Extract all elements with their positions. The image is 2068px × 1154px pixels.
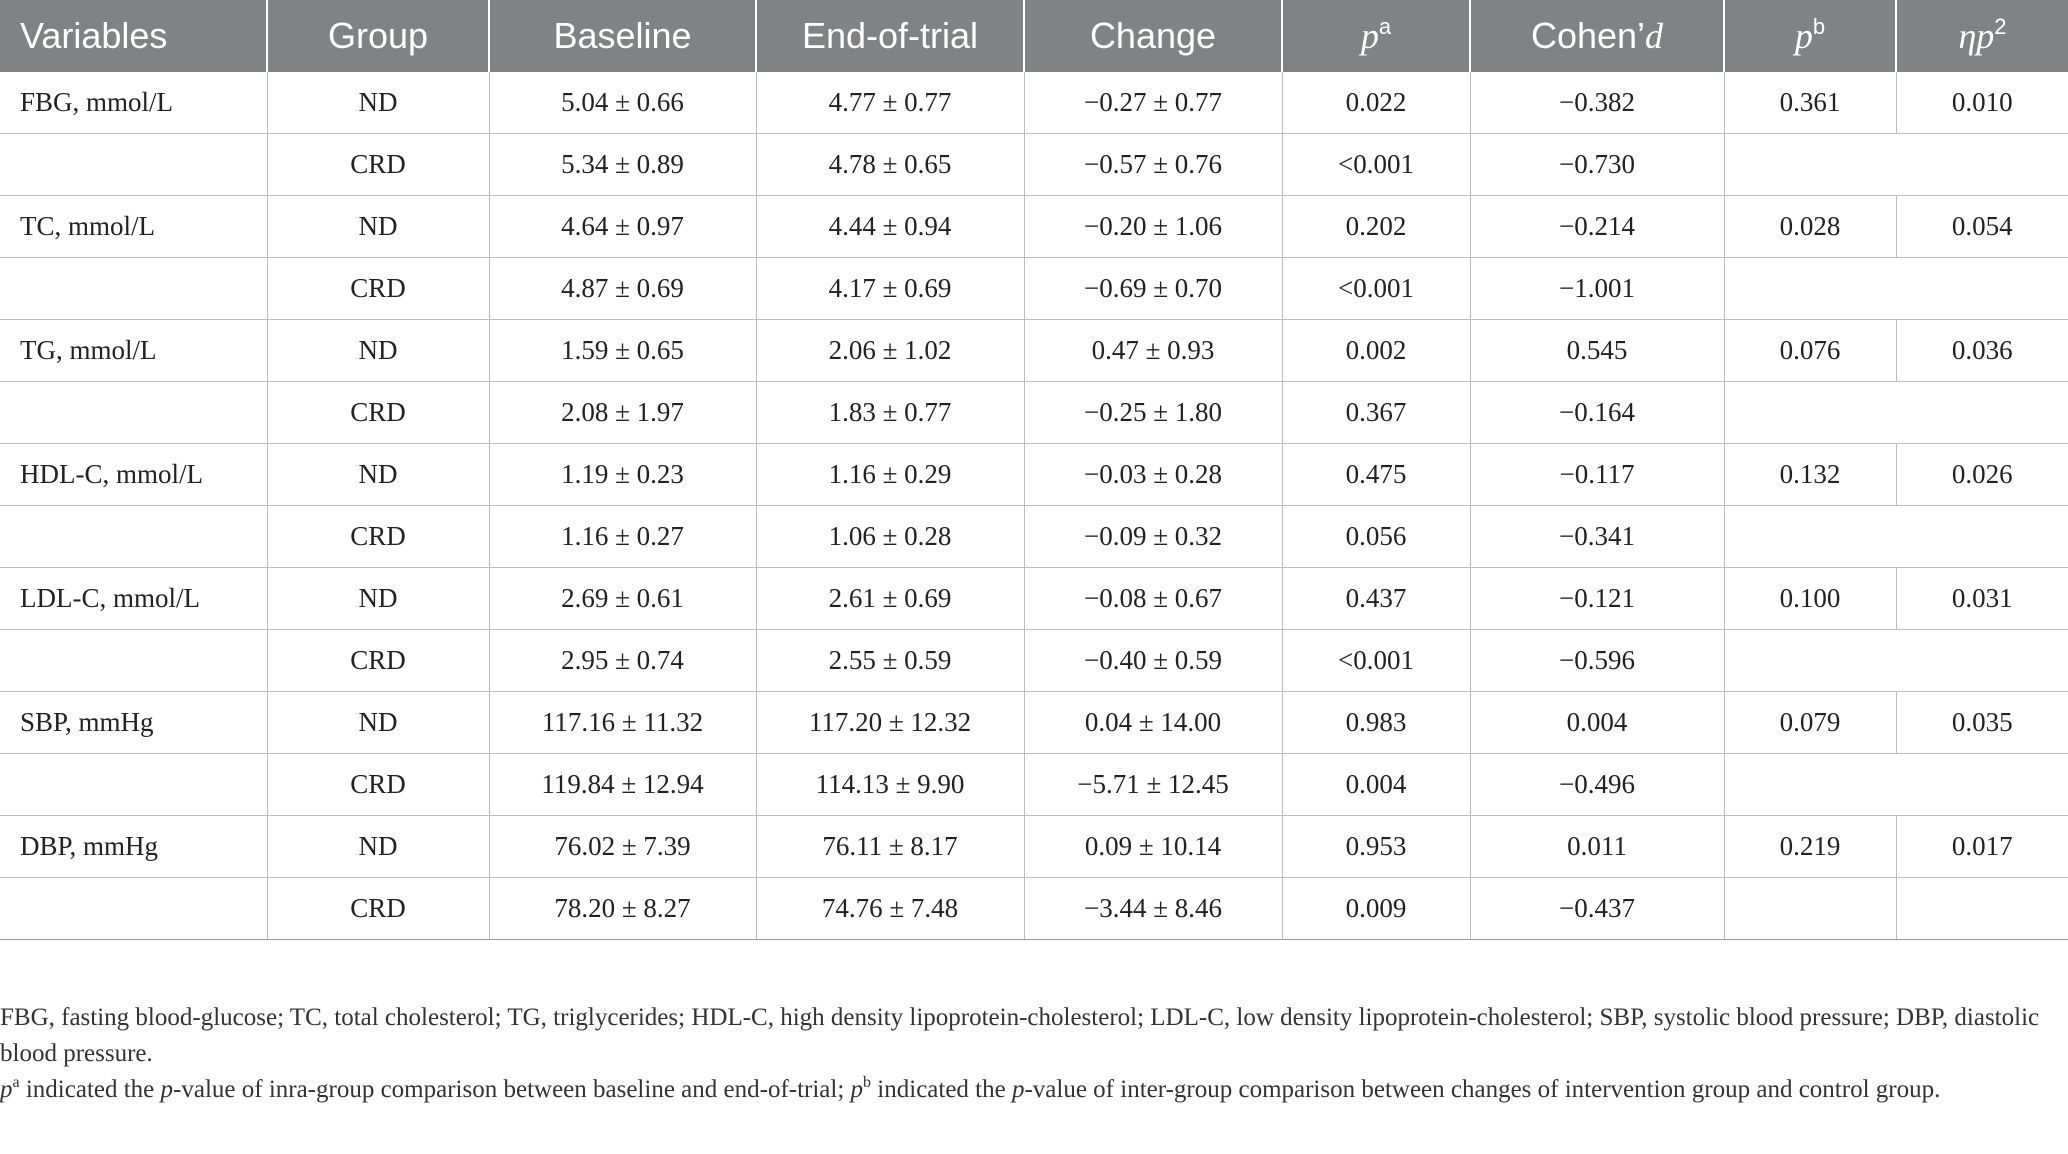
variable-name: TC, mmol/L bbox=[0, 196, 267, 258]
change-cell: −0.40 ± 0.59 bbox=[1024, 630, 1282, 692]
empty-cell bbox=[1896, 258, 2068, 320]
end-cell: 2.61 ± 0.69 bbox=[756, 568, 1024, 630]
header-end-of-trial: End-of-trial bbox=[756, 0, 1024, 72]
header-variables: Variables bbox=[0, 0, 267, 72]
group-cell: ND bbox=[267, 196, 489, 258]
cohen-d-cell: −0.341 bbox=[1470, 506, 1724, 568]
cohen-d-cell: −1.001 bbox=[1470, 258, 1724, 320]
end-cell: 2.55 ± 0.59 bbox=[756, 630, 1024, 692]
pa-cell: 0.202 bbox=[1282, 196, 1470, 258]
end-cell: 1.83 ± 0.77 bbox=[756, 382, 1024, 444]
change-cell: 0.09 ± 10.14 bbox=[1024, 816, 1282, 878]
group-cell: ND bbox=[267, 816, 489, 878]
pa-cell: 0.002 bbox=[1282, 320, 1470, 382]
baseline-cell: 2.08 ± 1.97 bbox=[489, 382, 756, 444]
end-cell: 4.77 ± 0.77 bbox=[756, 72, 1024, 134]
pb-cell: 0.100 bbox=[1724, 568, 1896, 630]
group-cell: ND bbox=[267, 72, 489, 134]
eta-cell: 0.031 bbox=[1896, 568, 2068, 630]
table-row-tg-nd bbox=[0, 320, 2068, 382]
table-row-sbp-nd bbox=[0, 692, 2068, 754]
empty-cell bbox=[1896, 878, 2068, 940]
cohen-d-cell: 0.011 bbox=[1470, 816, 1724, 878]
pa-cell: <0.001 bbox=[1282, 630, 1470, 692]
empty-cell bbox=[0, 382, 267, 444]
header-change: Change bbox=[1024, 0, 1282, 72]
end-cell: 76.11 ± 8.17 bbox=[756, 816, 1024, 878]
empty-cell bbox=[1896, 630, 2068, 692]
cohen-d-cell: −0.382 bbox=[1470, 72, 1724, 134]
empty-cell bbox=[0, 878, 267, 940]
pa-cell: <0.001 bbox=[1282, 134, 1470, 196]
cohen-d-cell: −0.117 bbox=[1470, 444, 1724, 506]
empty-cell bbox=[0, 258, 267, 320]
group-cell: ND bbox=[267, 320, 489, 382]
baseline-cell: 4.64 ± 0.97 bbox=[489, 196, 756, 258]
eta-cell: 0.010 bbox=[1896, 72, 2068, 134]
empty-cell bbox=[0, 754, 267, 816]
header-eta-p2: $\eta p^2$ bbox=[1896, 0, 2068, 72]
variable-name: LDL-C, mmol/L bbox=[0, 568, 267, 630]
cohen-d-cell: −0.596 bbox=[1470, 630, 1724, 692]
empty-cell bbox=[1896, 382, 2068, 444]
eta-cell: 0.026 bbox=[1896, 444, 2068, 506]
pa-cell: 0.009 bbox=[1282, 878, 1470, 940]
footnote-p-values: $p^a$ indicated the p-value of inra-group comparison between baseline and end-of-trial; $p^b$ indicated the p-value of inter-group comparison between changes of intervention group and control group. bbox=[0, 1074, 1941, 1103]
cohen-d-cell: −0.437 bbox=[1470, 878, 1724, 940]
pa-cell: 0.475 bbox=[1282, 444, 1470, 506]
pb-cell: 0.361 bbox=[1724, 72, 1896, 134]
group-cell: CRD bbox=[267, 630, 489, 692]
empty-cell bbox=[0, 630, 267, 692]
table-row-ldl-nd bbox=[0, 568, 2068, 630]
empty-cell bbox=[1896, 134, 2068, 196]
change-cell: −0.08 ± 0.67 bbox=[1024, 568, 1282, 630]
pb-cell: 0.028 bbox=[1724, 196, 1896, 258]
empty-cell bbox=[0, 134, 267, 196]
table-row-fbg-crd bbox=[0, 134, 2068, 196]
header-pa: $p^a$ bbox=[1282, 0, 1470, 72]
empty-cell bbox=[0, 506, 267, 568]
change-cell: −0.57 ± 0.76 bbox=[1024, 134, 1282, 196]
empty-cell bbox=[1724, 506, 1896, 568]
empty-cell bbox=[1896, 754, 2068, 816]
table-row-tg-crd bbox=[0, 382, 2068, 444]
header-group: Group bbox=[267, 0, 489, 72]
pa-cell: 0.022 bbox=[1282, 72, 1470, 134]
change-cell: −0.69 ± 0.70 bbox=[1024, 258, 1282, 320]
baseline-cell: 78.20 ± 8.27 bbox=[489, 878, 756, 940]
group-cell: CRD bbox=[267, 506, 489, 568]
change-cell: 0.47 ± 0.93 bbox=[1024, 320, 1282, 382]
table-row-dbp-crd bbox=[0, 878, 2068, 940]
end-cell: 1.06 ± 0.28 bbox=[756, 506, 1024, 568]
baseline-cell: 4.87 ± 0.69 bbox=[489, 258, 756, 320]
pa-cell: <0.001 bbox=[1282, 258, 1470, 320]
variable-name: FBG, mmol/L bbox=[0, 72, 267, 134]
change-cell: −0.20 ± 1.06 bbox=[1024, 196, 1282, 258]
group-cell: CRD bbox=[267, 878, 489, 940]
cohen-d-cell: −0.121 bbox=[1470, 568, 1724, 630]
end-cell: 114.13 ± 9.90 bbox=[756, 754, 1024, 816]
table-footnotes bbox=[0, 1000, 2050, 1108]
pa-cell: 0.056 bbox=[1282, 506, 1470, 568]
cohen-d-cell: 0.545 bbox=[1470, 320, 1724, 382]
baseline-cell: 2.95 ± 0.74 bbox=[489, 630, 756, 692]
pb-cell: 0.132 bbox=[1724, 444, 1896, 506]
group-cell: CRD bbox=[267, 258, 489, 320]
variable-name: DBP, mmHg bbox=[0, 816, 267, 878]
table-row-sbp-crd bbox=[0, 754, 2068, 816]
change-cell: −0.25 ± 1.80 bbox=[1024, 382, 1282, 444]
variable-name: HDL-C, mmol/L bbox=[0, 444, 267, 506]
pa-cell: 0.983 bbox=[1282, 692, 1470, 754]
header-cohen-d: Cohen’d bbox=[1470, 0, 1724, 72]
cohen-d-cell: −0.214 bbox=[1470, 196, 1724, 258]
baseline-cell: 5.04 ± 0.66 bbox=[489, 72, 756, 134]
change-cell: −0.03 ± 0.28 bbox=[1024, 444, 1282, 506]
end-cell: 4.44 ± 0.94 bbox=[756, 196, 1024, 258]
table-row-fbg-nd bbox=[0, 72, 2068, 134]
empty-cell bbox=[1724, 134, 1896, 196]
variable-name: TG, mmol/L bbox=[0, 320, 267, 382]
baseline-cell: 1.59 ± 0.65 bbox=[489, 320, 756, 382]
baseline-cell: 119.84 ± 12.94 bbox=[489, 754, 756, 816]
group-cell: ND bbox=[267, 444, 489, 506]
group-cell: CRD bbox=[267, 382, 489, 444]
change-cell: 0.04 ± 14.00 bbox=[1024, 692, 1282, 754]
pb-cell: 0.219 bbox=[1724, 816, 1896, 878]
eta-cell: 0.035 bbox=[1896, 692, 2068, 754]
eta-cell: 0.017 bbox=[1896, 816, 2068, 878]
baseline-cell: 5.34 ± 0.89 bbox=[489, 134, 756, 196]
footnote-abbreviations: FBG, fasting blood-glucose; TC, total cholesterol; TG, triglycerides; HDL-C, high density lipoprotein-cholesterol; LDL-C, low density lipoprotein-cholesterol; SBP, systolic blood pressure; DBP, diastolic blood pressure. bbox=[0, 1004, 2040, 1067]
table-row-tc-crd bbox=[0, 258, 2068, 320]
empty-cell bbox=[1724, 258, 1896, 320]
end-cell: 1.16 ± 0.29 bbox=[756, 444, 1024, 506]
pb-cell: 0.079 bbox=[1724, 692, 1896, 754]
table-row-ldl-crd bbox=[0, 630, 2068, 692]
table-row-hdl-nd bbox=[0, 444, 2068, 506]
end-cell: 117.20 ± 12.32 bbox=[756, 692, 1024, 754]
baseline-cell: 76.02 ± 7.39 bbox=[489, 816, 756, 878]
table-row-dbp-nd bbox=[0, 816, 2068, 878]
pa-cell: 0.437 bbox=[1282, 568, 1470, 630]
pa-cell: 0.953 bbox=[1282, 816, 1470, 878]
eta-cell: 0.036 bbox=[1896, 320, 2068, 382]
baseline-cell: 2.69 ± 0.61 bbox=[489, 568, 756, 630]
empty-cell bbox=[1724, 382, 1896, 444]
table-row-hdl-crd bbox=[0, 506, 2068, 568]
eta-cell: 0.054 bbox=[1896, 196, 2068, 258]
cohen-d-cell: −0.496 bbox=[1470, 754, 1724, 816]
variable-name: SBP, mmHg bbox=[0, 692, 267, 754]
pb-cell: 0.076 bbox=[1724, 320, 1896, 382]
empty-cell bbox=[1724, 754, 1896, 816]
group-cell: ND bbox=[267, 568, 489, 630]
change-cell: −0.09 ± 0.32 bbox=[1024, 506, 1282, 568]
change-cell: −5.71 ± 12.45 bbox=[1024, 754, 1282, 816]
group-cell: CRD bbox=[267, 754, 489, 816]
baseline-cell: 1.16 ± 0.27 bbox=[489, 506, 756, 568]
header-baseline: Baseline bbox=[489, 0, 756, 72]
empty-cell bbox=[1724, 630, 1896, 692]
cohen-d-cell: −0.164 bbox=[1470, 382, 1724, 444]
table-row-tc-nd bbox=[0, 196, 2068, 258]
empty-cell bbox=[1896, 506, 2068, 568]
empty-cell bbox=[1724, 878, 1896, 940]
header-pb: $p^b$ bbox=[1724, 0, 1896, 72]
cohen-d-cell: 0.004 bbox=[1470, 692, 1724, 754]
cohen-d-cell: −0.730 bbox=[1470, 134, 1724, 196]
header-row bbox=[0, 0, 2068, 72]
change-cell: −0.27 ± 0.77 bbox=[1024, 72, 1282, 134]
baseline-cell: 1.19 ± 0.23 bbox=[489, 444, 756, 506]
pa-cell: 0.367 bbox=[1282, 382, 1470, 444]
end-cell: 4.17 ± 0.69 bbox=[756, 258, 1024, 320]
end-cell: 74.76 ± 7.48 bbox=[756, 878, 1024, 940]
baseline-cell: 117.16 ± 11.32 bbox=[489, 692, 756, 754]
pa-cell: 0.004 bbox=[1282, 754, 1470, 816]
group-cell: CRD bbox=[267, 134, 489, 196]
group-cell: ND bbox=[267, 692, 489, 754]
change-cell: −3.44 ± 8.46 bbox=[1024, 878, 1282, 940]
end-cell: 2.06 ± 1.02 bbox=[756, 320, 1024, 382]
end-cell: 4.78 ± 0.65 bbox=[756, 134, 1024, 196]
